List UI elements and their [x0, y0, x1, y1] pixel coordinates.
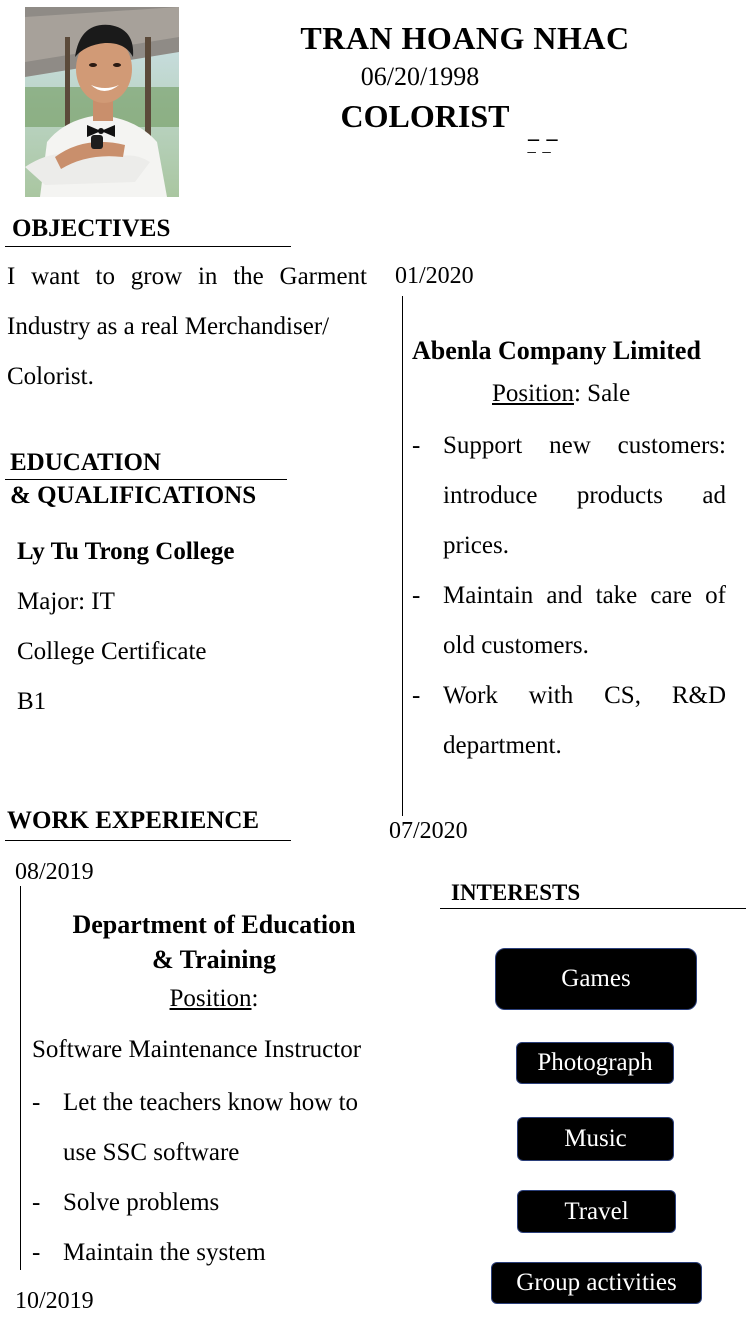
job1-position-value: Software Maintenance Instructor — [32, 1036, 362, 1063]
decorative-marks-lower: ‾ ‾ — [528, 150, 552, 175]
job2-bullet — [412, 671, 726, 771]
job2-bullet-line: old customers. — [443, 632, 589, 659]
job1-bullet — [32, 1178, 402, 1228]
job1-position-label-text: Position — [169, 985, 252, 1012]
job2-bullet-line: department. — [443, 732, 562, 759]
job2-timeline-line — [402, 296, 403, 816]
candidate-name: TRAN HOANG NHAC — [300, 20, 630, 56]
school-name: Ly Tu Trong College — [17, 538, 235, 565]
job1-timeline-line — [20, 886, 21, 1270]
job1-end-date: 10/2019 — [15, 1288, 94, 1314]
job1-company-line: & Training — [151, 945, 276, 974]
interest-group-activities: Group activities — [491, 1262, 702, 1304]
job1-bullet-line: Solve problems — [63, 1189, 220, 1216]
job2-company: Abenla Company Limited — [412, 336, 701, 365]
education-details — [17, 527, 337, 727]
objectives-line: Industry as a real Merchandiser/ — [7, 313, 330, 340]
bullet-dash: - — [32, 1089, 41, 1116]
objectives-divider — [5, 246, 291, 247]
bullet-dash: - — [412, 432, 421, 459]
interest-games: Games — [495, 948, 697, 1010]
english-level: B1 — [17, 688, 47, 715]
interests-heading: INTERESTS — [451, 880, 581, 905]
job2-bullet-line: prices. — [443, 532, 509, 559]
job2-bullet-line: Maintain and take care of — [443, 582, 726, 609]
job1-bullet-line: Maintain the system — [63, 1239, 266, 1266]
bullet-dash: - — [412, 682, 421, 709]
job2-position — [492, 380, 630, 408]
objectives-line: Colorist. — [7, 363, 94, 390]
major: Major: IT — [17, 588, 115, 615]
interest-travel: Travel — [517, 1190, 676, 1233]
job2-bullet-line: Work with CS, R&D — [443, 682, 726, 709]
work-experience-heading: WORK EXPERIENCE — [7, 807, 260, 834]
job1-position-label — [40, 985, 388, 1013]
bullet-dash: - — [412, 582, 421, 609]
job1-bullet-line: use SSC software — [63, 1139, 240, 1166]
education-heading: EDUCATION — [10, 449, 161, 476]
job1-start-date: 08/2019 — [15, 859, 94, 885]
job2-position-label: Position — [492, 380, 574, 407]
job1-bullet-line: Let the teachers know how to — [63, 1089, 359, 1116]
objectives-line: I want to grow in the Garment — [7, 263, 367, 290]
job1-company — [40, 907, 388, 977]
profile-photo — [25, 7, 179, 197]
certificate: College Certificate — [17, 638, 207, 665]
qualifications-heading: & QUALIFICATIONS — [10, 482, 257, 509]
job2-end-date: 07/2020 — [389, 818, 468, 844]
interest-music: Music — [517, 1117, 674, 1161]
job1-bullet — [32, 1228, 402, 1278]
job2-bullet-line: Support new customers: — [443, 432, 726, 459]
job2-start-date: 01/2020 — [395, 263, 474, 289]
job2-bullet — [412, 571, 726, 671]
job2-bullet — [412, 421, 726, 571]
work-experience-divider — [5, 840, 291, 841]
job1-bullet — [32, 1078, 402, 1178]
job1-position-colon: : — [251, 985, 259, 1012]
interests-divider — [440, 908, 746, 909]
objectives-text — [7, 252, 367, 402]
date-of-birth: 06/20/1998 — [360, 62, 480, 91]
job2-bullet-line: introduce products ad — [443, 482, 726, 509]
objectives-heading: OBJECTIVES — [12, 215, 171, 242]
bullet-dash: - — [32, 1239, 41, 1266]
job1-company-line: Department of Education — [72, 910, 356, 939]
bullet-dash: - — [32, 1189, 41, 1216]
interest-photograph: Photograph — [516, 1042, 674, 1084]
job-title: COLORIST — [340, 98, 510, 134]
job2-position-value: : Sale — [573, 380, 631, 407]
decorative-marks: _ _ — [528, 118, 559, 143]
education-divider — [5, 479, 287, 480]
